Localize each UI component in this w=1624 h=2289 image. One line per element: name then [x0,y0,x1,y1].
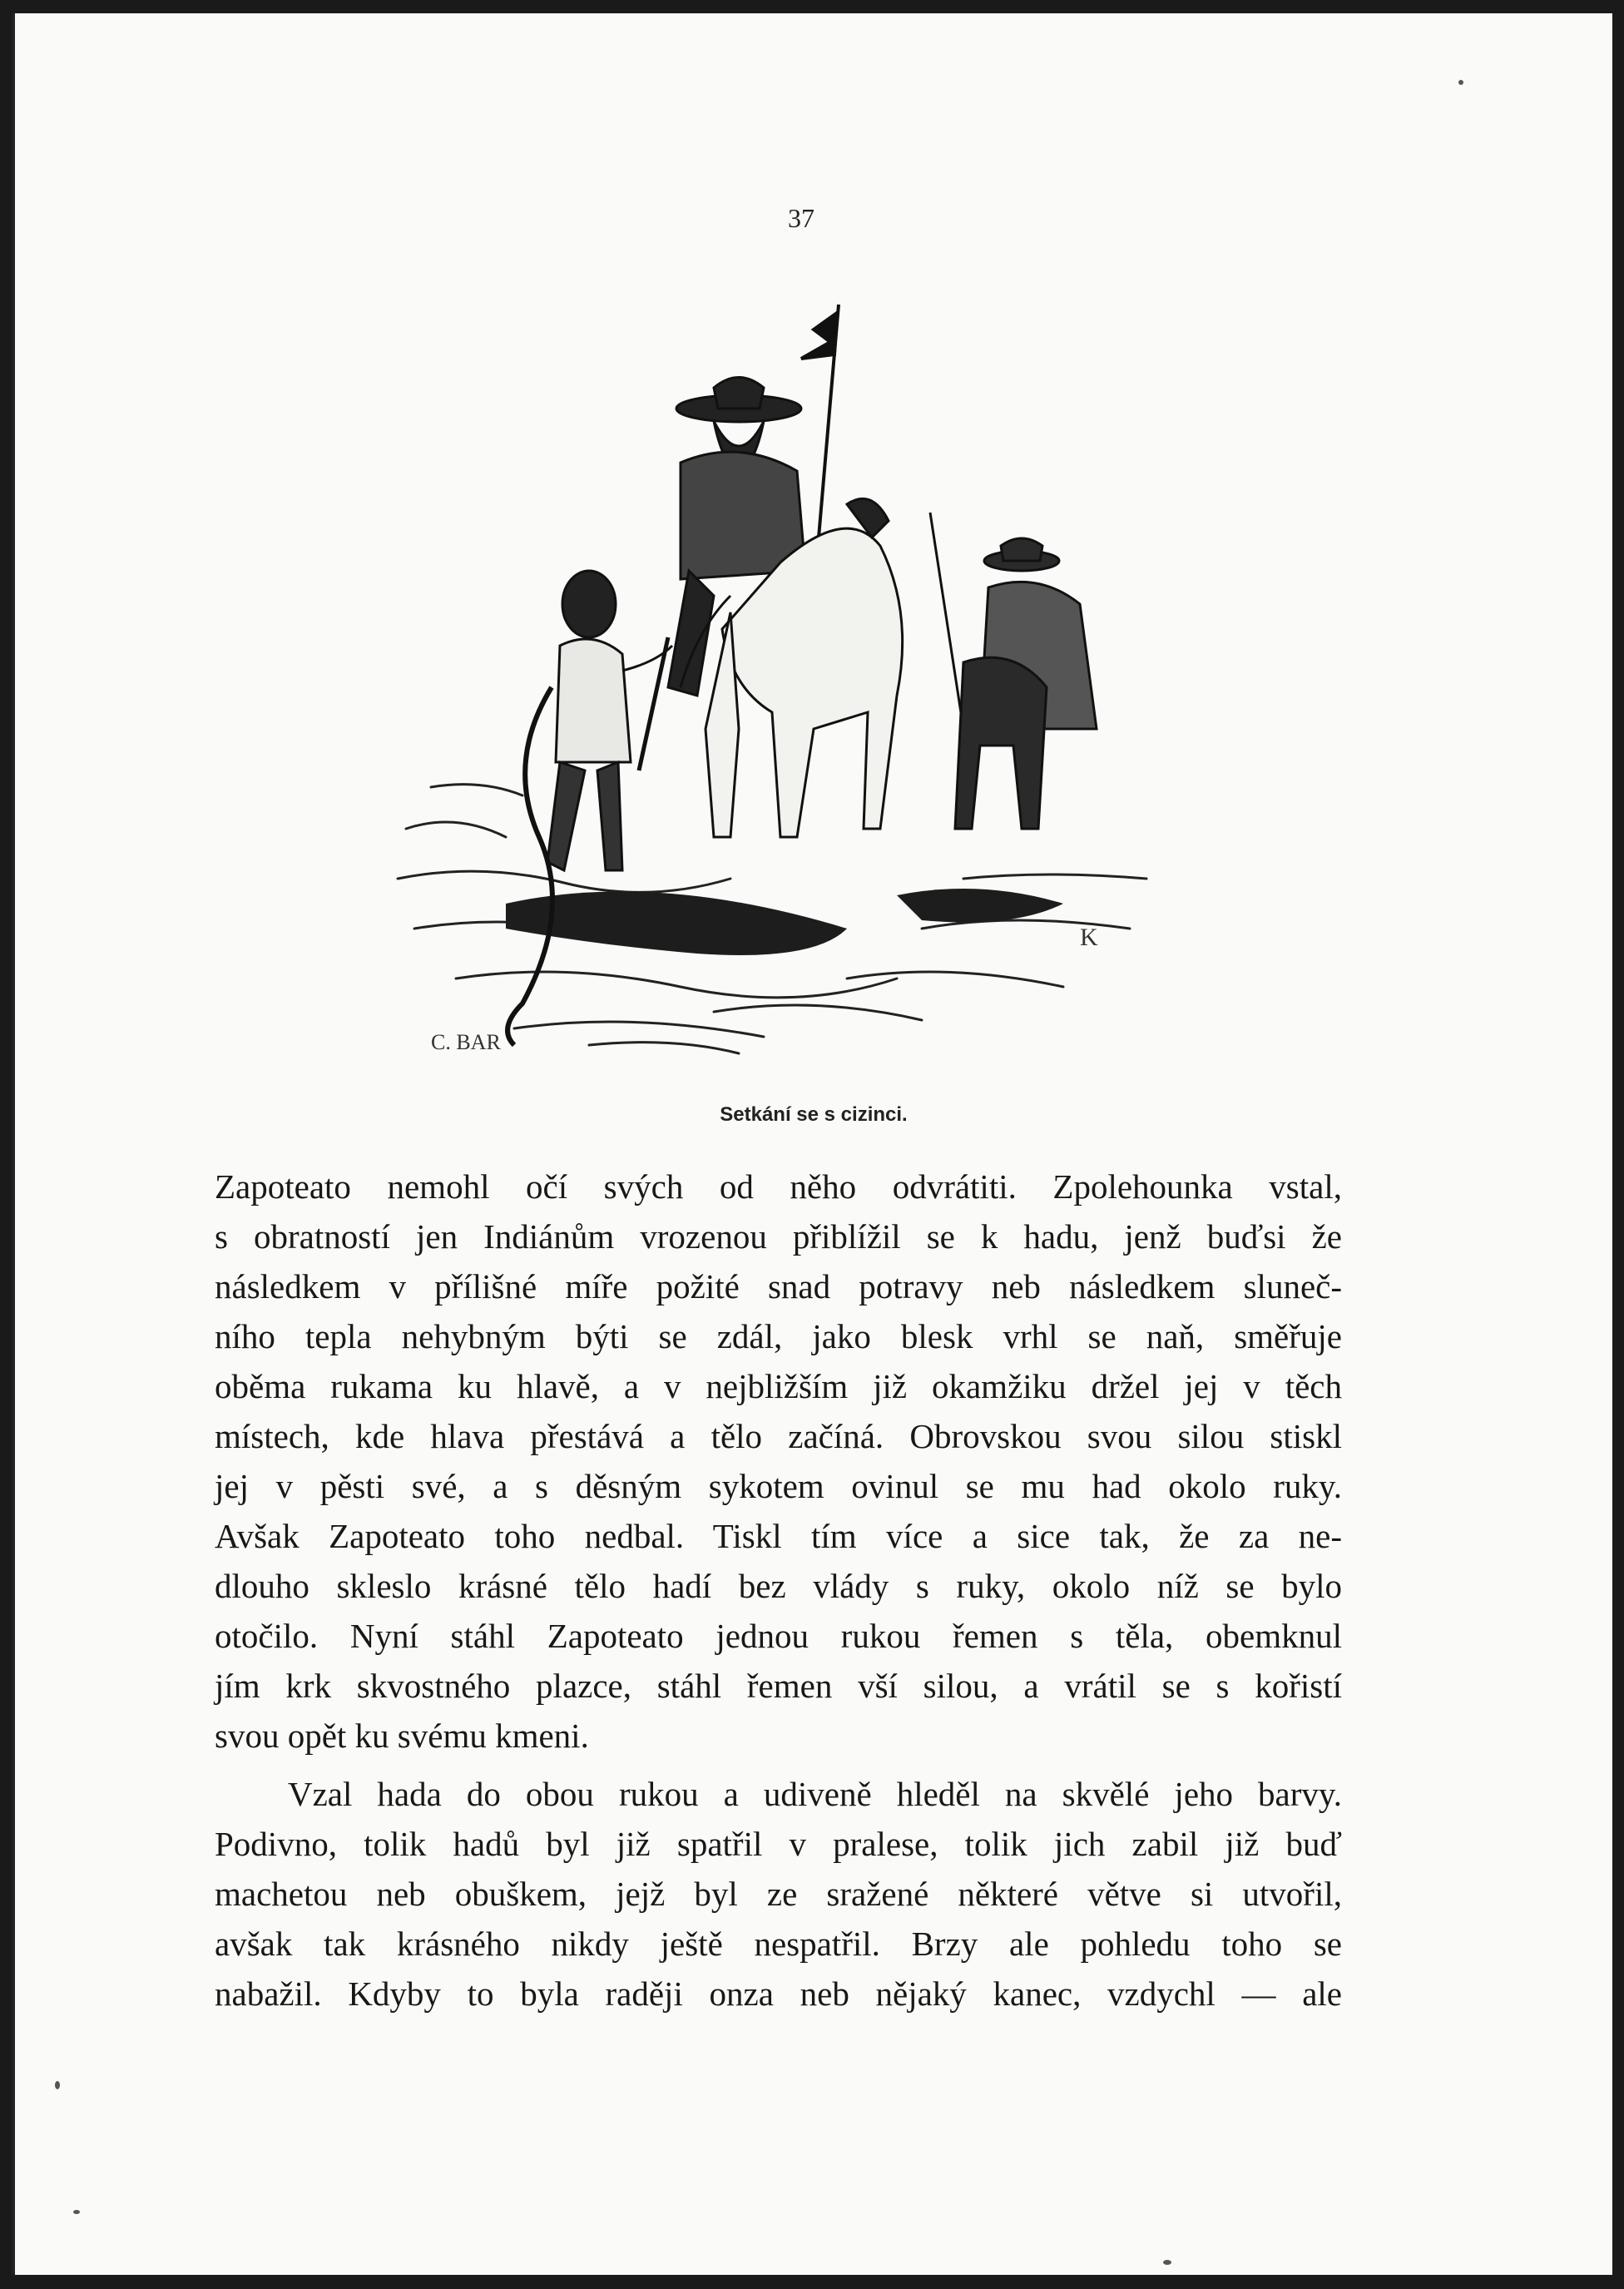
text-line: ního tepla nehybným býti se zdál, jako blesk vrhl se naň, směřuje [215,1317,1342,1355]
text-line: místech, kde hlava přestává a tělo začíná. Obrovskou svou silou stiskl [215,1417,1342,1455]
text-line: svou opět ku svému kmeni. [215,1717,589,1755]
text-line: machetou neb obuškem, jejž byl ze sražené některé větve si utvořil, [215,1875,1342,1913]
engraving-illustration [381,296,1180,1095]
paragraph-2 [215,1769,1342,2019]
text-line: otočilo. Nyní stáhl Zapoteato jednou rukou řemen s těla, obemknul [215,1617,1342,1655]
text-line: Zapoteato nemohl očí svých od něho odvrátiti. Zpolehounka vstal, [215,1167,1342,1206]
paper-speck [1458,80,1463,85]
body-text [215,1162,1342,2027]
text-line: Podivno, tolik hadů byl již spatřil v pralese, tolik jich zabil již buď [215,1825,1342,1863]
text-line: Vzal hada do obou rukou a udiveně hleděl na skvělé jeho barvy. [288,1775,1342,1813]
text-line: jím krk skvostného plazce, stáhl řemen vší silou, a vrátil se s kořistí [215,1667,1342,1705]
text-line: dlouho skleslo krásné tělo hadí bez vlády s ruky, okolo níž se bylo [215,1567,1342,1605]
paragraph-1 [215,1162,1342,1761]
figure-caption: Setkání se s cizinci. [720,1103,908,1126]
book-page [12,13,1612,2275]
paper-speck [55,2081,60,2089]
text-line: jej v pěsti své, a s děsným sykotem ovinul se mu had okolo ruky. [215,1467,1342,1505]
text-line: následkem v přílišné míře požité snad potravy neb následkem sluneč- [215,1267,1342,1306]
second-rider [930,513,1097,829]
text-line: Avšak Zapoteato toho nedbal. Tiskl tím více a sice tak, že za ne- [215,1517,1342,1555]
ground-shadow [506,889,1063,955]
text-line: oběma rukama ku hlavě, a v nejbližším již okamžiku držel jej v těch [215,1367,1342,1405]
text-line: avšak tak krásného nikdy ještě nespatřil. Brzy ale pohledu toho se [215,1925,1342,1963]
paper-speck [1163,2260,1171,2265]
text-line: s obratností jen Indiánům vrozenou přiblížil se k hadu, jenž buďsi že [215,1217,1342,1256]
text-line: nabažil. Kdyby to byla raději onza neb nějaký kanec, vzdychl — ale [215,1974,1342,2013]
rider-on-horse [668,378,903,838]
engraver-signature: C. BAR [431,1030,501,1054]
page-number: 37 [788,203,814,233]
paper-speck [73,2210,80,2214]
artist-monogram: K [1080,924,1098,951]
